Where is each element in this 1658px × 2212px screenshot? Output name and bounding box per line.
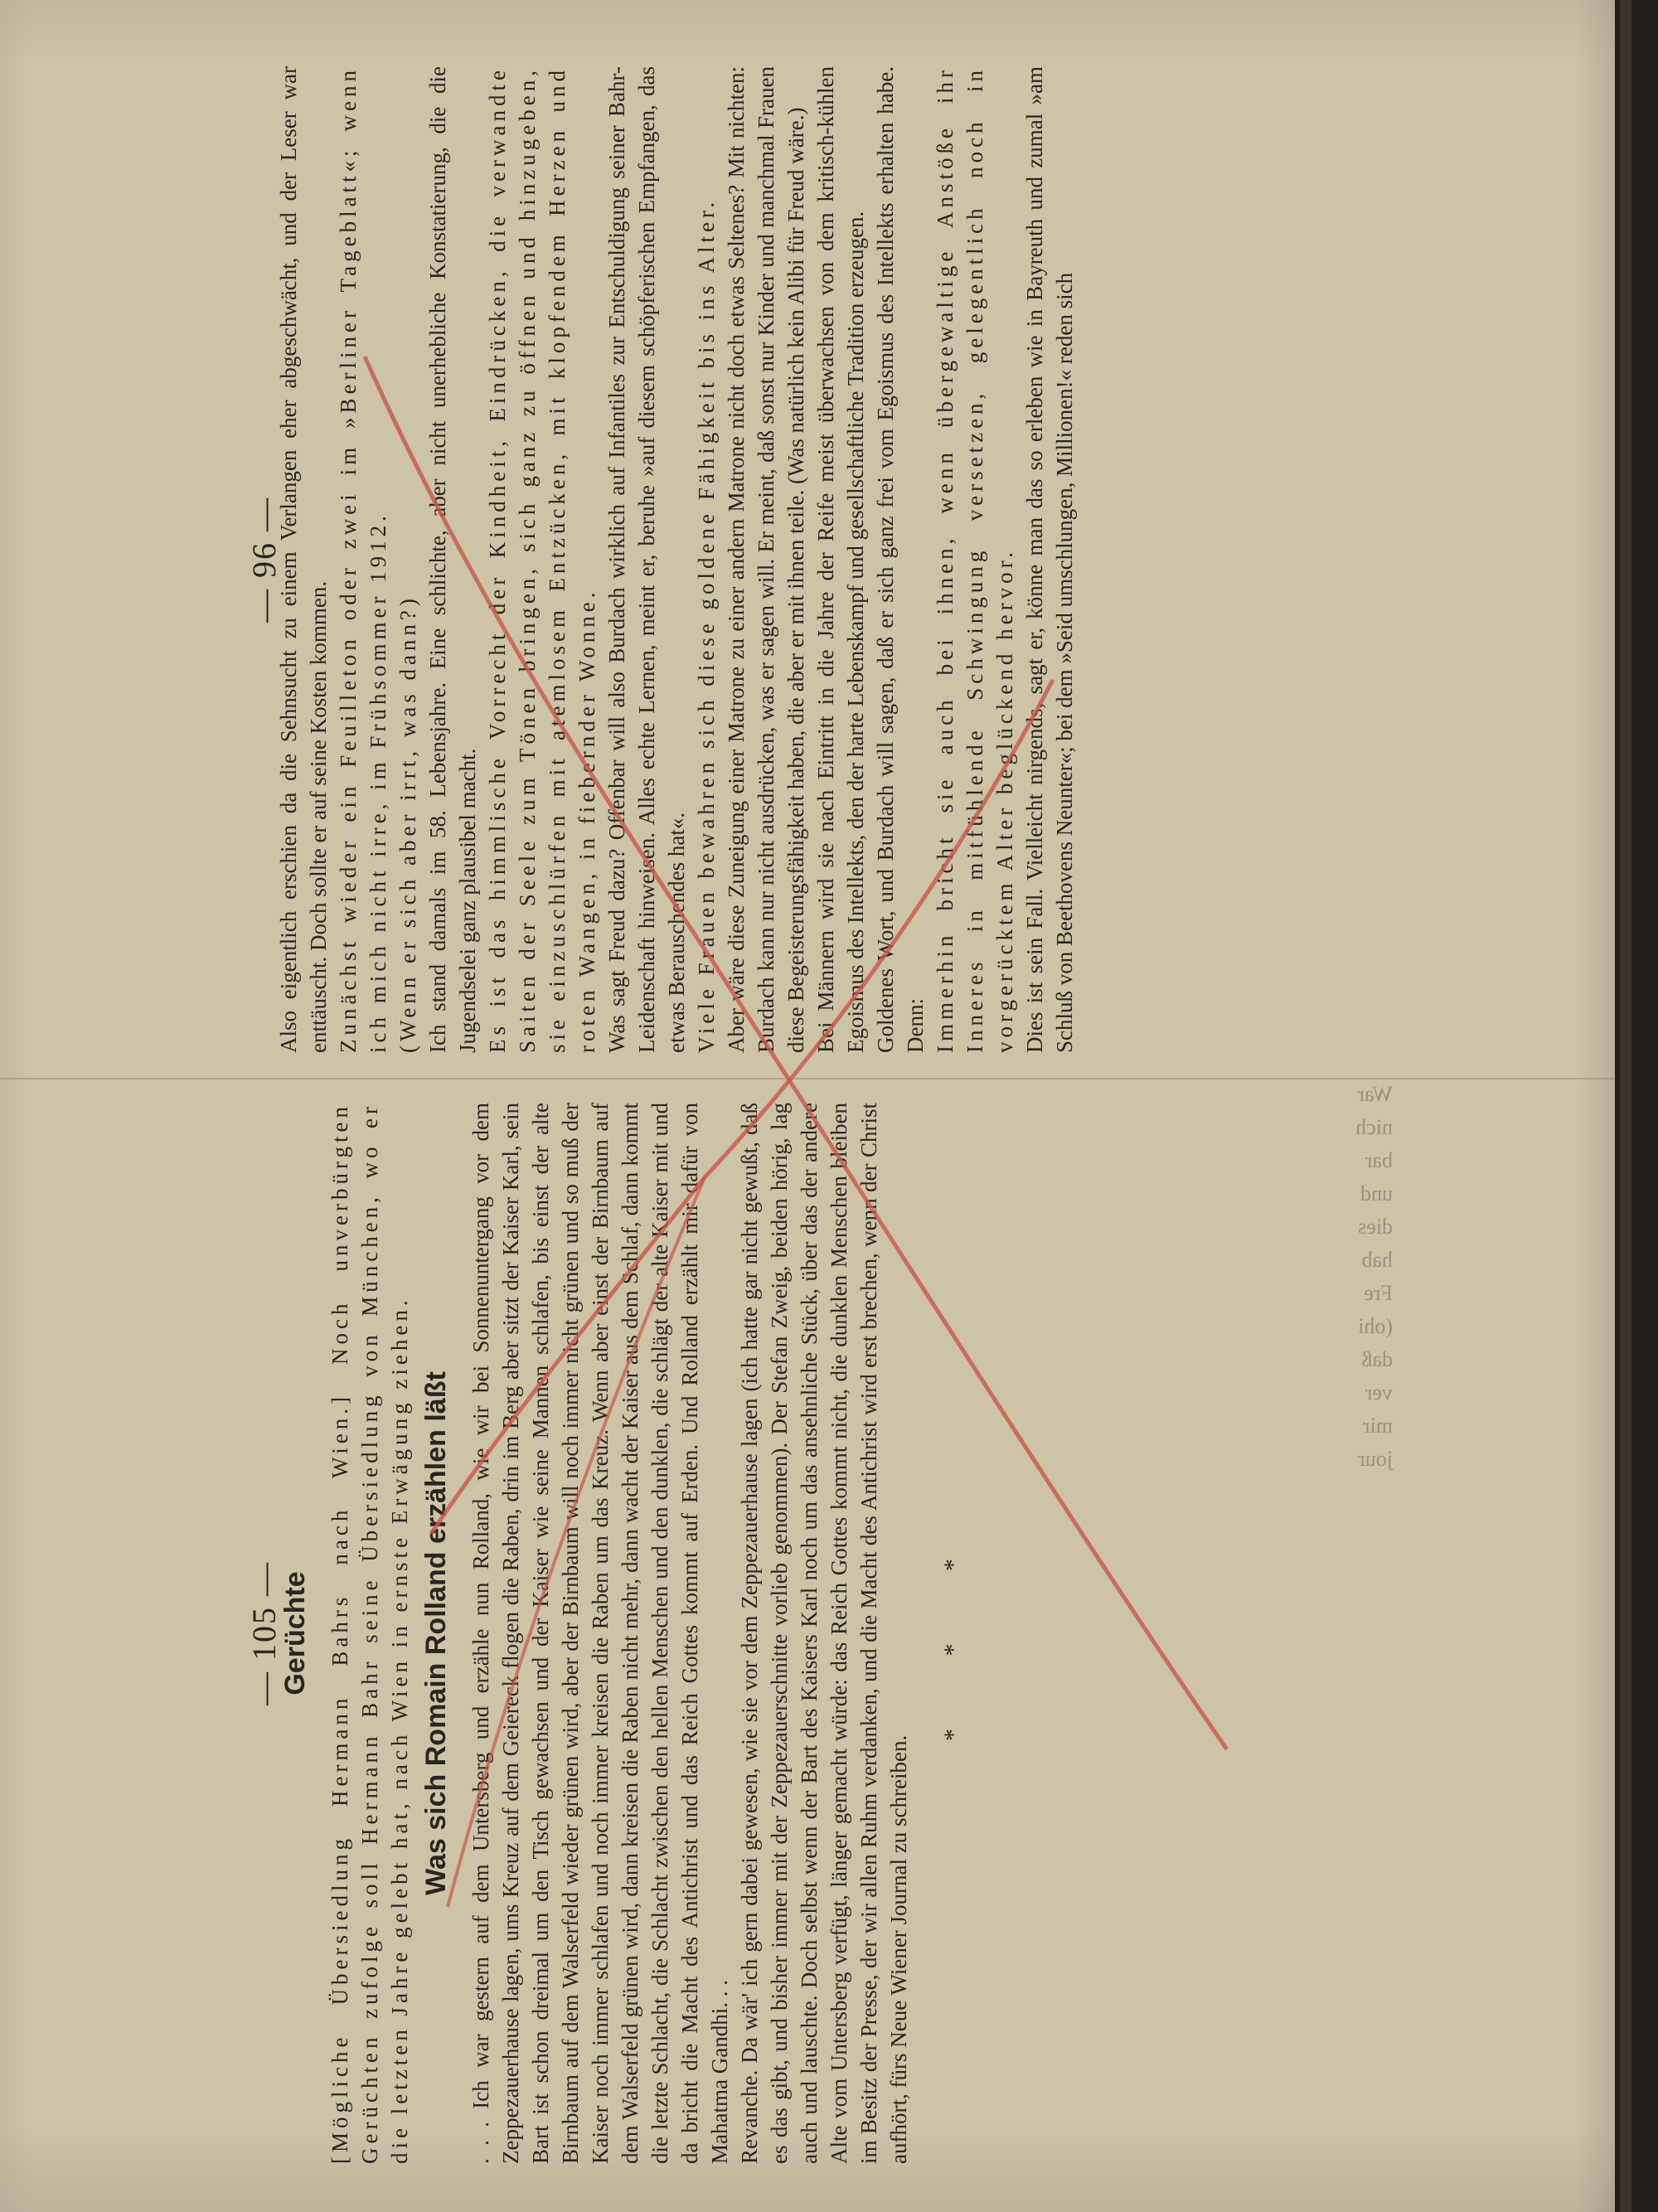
paragraph: Immerhin bricht sie auch bei ihnen, wenn übergewaltige Anstöße ihr Inneres in mitfühlende Schwingung versetzen, gelegentlich noch in vorgerücktem Alter beglückend hervor.	[933, 66, 1017, 1053]
ghost-word: und	[1360, 1181, 1393, 1205]
binding-strip	[1620, 0, 1631, 2212]
paragraph: Dies ist sein Fall. Vielleicht nirgends, sagt er, könne man das so erleben wie in Bayreuth und zumal »am Schluß von Beethovens Neunter«; bei dem »Seid umschlungen, Millionen!« reden sich	[1022, 66, 1077, 1053]
paragraph: (Wenn er sich aber irrt, was dann?)	[395, 594, 420, 1053]
page-number-105: — 105 —	[245, 1561, 283, 1705]
paragraph: Also eigentlich erschien da die Sehnsucht zu einem Verlangen eher abgeschwächt, und der Leser war enttäuscht. Doch sollte er auf seine Kosten kommen.	[276, 66, 331, 1053]
paragraph: Es ist das himmlische Vorrecht der Kindheit, Eindrücken, die verwandte Saiten der Seele zum Tönen bringen, sich ganz zu öffnen und hinzugeben, sie einzuschlürfen mit atemlosem Entzücken, mit klopfendem Herzen und roten Wangen, in fiebernder Wonne.	[485, 66, 599, 1053]
paragraph: Aber wäre diese Zuneigung einer Matrone zu einer andern Matrone nicht doch etwas Seltenes? Mit nichten: Burdach kann nur nicht ausdrücken, was er sagen will. Er meint, daß sonst nur Kinder und manchmal Frauen diese Begeisterungsfähigkeit haben, die aber er mit ihnen teile. (Was natürlich kein Alibi für Freud wäre.)	[724, 66, 808, 1053]
section-end-stars: * * *	[939, 1526, 967, 1741]
paragraph: Bei Männern wird sie nach Eintritt in die Jahre der Reife meist überwachsen von dem kritisch-kühlen Egoismus des Intellekts, den der harte Lebenskampf und gesellschaftliche Tradition erzeugen.	[813, 66, 868, 1053]
paragraph: Was sagt Freud dazu? Offenbar will also Burdach wirklich auf Infantiles zur Entschuldigung seiner Bahr-Leidenschaft hinweisen. Alles echte Lernen, meint er, beruhe »auf diesem schöpferischen Empfangen, das etwas Berauschendes hat«.	[604, 66, 689, 1053]
paragraph: . . . Ich war gestern auf dem Untersberg und erzähle nun Rolland, wie wir bei Sonnenuntergang vor dem Zeppezauerhause lagen, ums Kreuz auf dem Geiereck flogen die Raben, drin im Berg aber sitzt der Kaiser Karl, sein Bart ist schon dreimal um den Tisch gewachsen und der Kaiser wie seine Mannen schlafen, bis einst der alte Birnbaum auf dem Walserfeld wieder grünen wird, aber der Birnbaum will noch immer nicht grünen und so muß der Kaiser noch immer schlafen und noch immer kreisen die Raben um das Kreuz. Wenn aber einst der Birnbaum auf dem Walserfeld grünen wird, dann kreisen die Raben nicht mehr, dann wacht der Kaiser aus dem Schlaf, dann kommt die letzte Schlacht, die Schlacht zwischen den hellen Menschen und den dunklen, die schlägt der alte Kaiser mit und da bricht die Macht des Antichrist und das Reich Gottes kommt auf Erden. Und Rolland erzählt mir dafür von Mahatma Gandhi. . .	[468, 1103, 732, 2164]
ghost-word: bar	[1365, 1148, 1393, 1172]
ghost-word: ver	[1365, 1380, 1393, 1404]
ghost-word: daß	[1361, 1347, 1393, 1371]
ghost-word: (ohi	[1358, 1314, 1393, 1338]
binding-edge	[1615, 0, 1658, 2212]
paragraph: Goldenes Wort, und Burdach will sagen, daß er sich ganz frei vom Egoismus des Intellekts erhalten habe. Denn:	[873, 66, 928, 1053]
show-through-text	[1277, 1078, 1393, 1824]
ghost-word: nich	[1355, 1115, 1393, 1139]
page-96-text	[274, 66, 1079, 1053]
section-heading-geruechte: Gerüchte	[279, 1571, 311, 1695]
ghost-word: War	[1357, 1082, 1393, 1106]
ghost-word: Fre	[1364, 1281, 1393, 1305]
page-96-content	[245, 66, 1534, 1053]
page-105-text	[274, 1103, 968, 2164]
section-heading-rolland: Was sich Romain Rolland erzählen läßt	[420, 1371, 452, 1895]
ghost-word: jour	[1358, 1447, 1393, 1471]
paragraph: Revanche. Da wär' ich gern dabei gewesen, wie sie vor dem Zeppezauerhause lagen (ich hatte gar nicht gewußt, daß es das gibt, und bisher immer mit der Zeppezauerschnitte vorlieb genommen). Der Stefan Zweig, beiden hörig, lag auch und lauschte. Doch selbst wenn der Bart des Kaisers Karl noch um das ansehnliche Stück, über das der andere Alte vom Untersberg verfügt, länger gemacht würde: das Reich Gottes kommt nicht, die dunklen Menschen bleiben im Besitz der Presse, der wir allen Ruhm verdanken, und die Macht des Antichrist wird erst brechen, wenn der Christ aufhört, fürs Neue Wiener Journal zu schreiben.	[737, 1103, 911, 2164]
paragraph: Viele Frauen bewahren sich diese goldene Fähigkeit bis ins Alter.	[694, 197, 719, 1053]
page-96	[245, 66, 1534, 1053]
paragraph: Zunächst wieder ein Feuilleton oder zwei im »Berliner Tageblatt«; wenn ich mich nicht irre, im Frühsommer 1912.	[336, 66, 390, 1053]
rumor-paragraph: [Mögliche Übersiedlung Hermann Bahrs nach Wien.] Noch unverbürgten Gerüchten zufolge soll Hermann Bahr seine Übersiedlung von München, wo er die letzten Jahre gelebt hat, nach Wien in ernste Erwägung ziehen.	[327, 1103, 412, 2164]
page-number-96: — 96 —	[245, 497, 283, 623]
ghost-word: dies	[1358, 1215, 1393, 1239]
ghost-word: hab	[1361, 1248, 1393, 1272]
ghost-word: mir	[1362, 1414, 1393, 1438]
paragraph: Ich stand damals im 58. Lebensjahre. Eine schlichte, aber nicht unerhebliche Konstatierung, die die Jugendselei ganz plausibel macht.	[425, 66, 480, 1053]
